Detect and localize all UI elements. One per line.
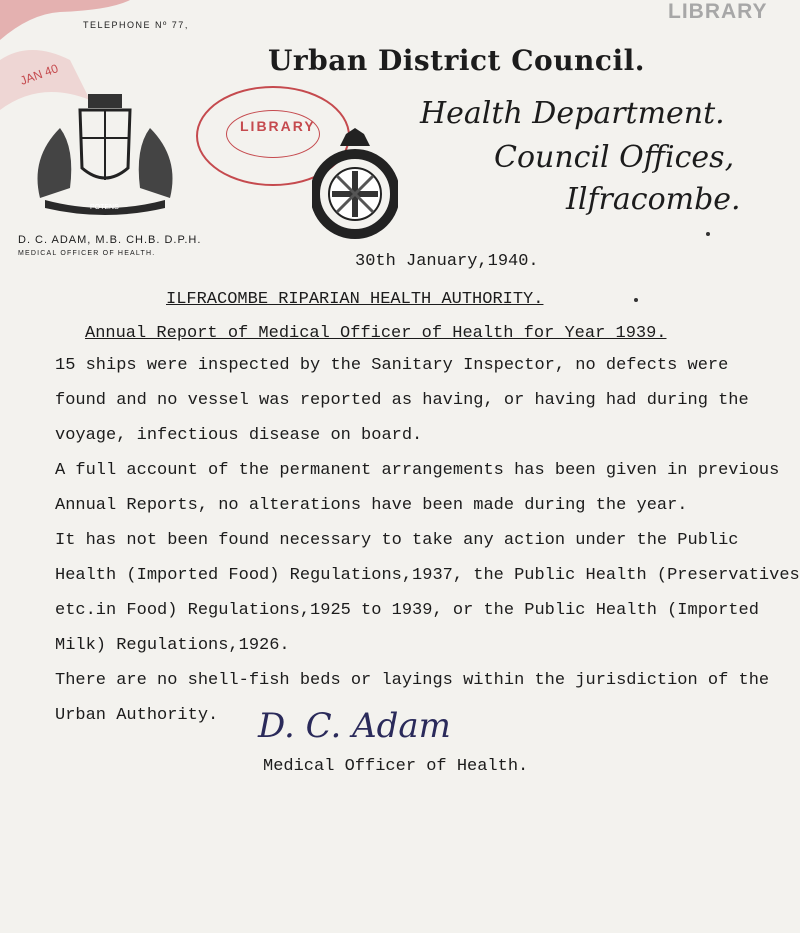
department-title: Health Department. [420,96,725,131]
body-line: Urban Authority. [55,706,219,725]
ink-dot [634,298,638,302]
signature-label: Medical Officer of Health. [263,757,529,776]
officer-name: D. C. ADAM, M.B. CH.B. D.P.H. [18,234,202,246]
body-line: It has not been found necessary to take any action under the Public [55,531,739,550]
body-line: 15 ships were inspected by the Sanitary Inspector, no defects were [55,356,729,375]
body-line: A full account of the permanent arrangements has been given in previous [55,461,780,480]
coat-of-arms-icon [20,88,190,218]
letter-heading: ILFRACOMBE RIPARIAN HEALTH AUTHORITY. [166,290,544,309]
letter-subheading: Annual Report of Medical Officer of Health for Year 1939. [85,324,667,343]
svg-text:POTENS: POTENS [90,204,119,211]
telephone-number: TELEPHONE Nº 77, [83,20,189,30]
library-stamp: LIBRARY [668,0,768,23]
body-line: Health (Imported Food) Regulations,1937, the Public Health (Preservatives [55,566,800,585]
body-line: Milk) Regulations,1926. [55,636,290,655]
ink-dot [706,232,710,236]
body-line: There are no shell-fish beds or layings within the jurisdiction of the [55,671,770,690]
body-line: found and no vessel was reported as having, or having had during the [55,391,749,410]
body-line: voyage, infectious disease on board. [55,426,423,445]
officer-title: MEDICAL OFFICER OF HEALTH. [18,250,156,257]
offices-title: Council Offices, [494,140,735,175]
letter-date: 30th January,1940. [355,252,539,271]
library-oval-text: LIBRARY [240,118,316,134]
svg-text:JAN 40: JAN 40 [18,61,61,88]
signature: D. C. Adam [258,706,451,746]
council-title: Urban District Council. [268,44,645,77]
body-line: Annual Reports, no alterations have been made during the year. [55,496,688,515]
body-line: etc.in Food) Regulations,1925 to 1939, or the Public Health (Imported [55,601,759,620]
town-title: Ilfracombe. [566,182,741,217]
national-scheme-seal-icon [312,126,398,242]
